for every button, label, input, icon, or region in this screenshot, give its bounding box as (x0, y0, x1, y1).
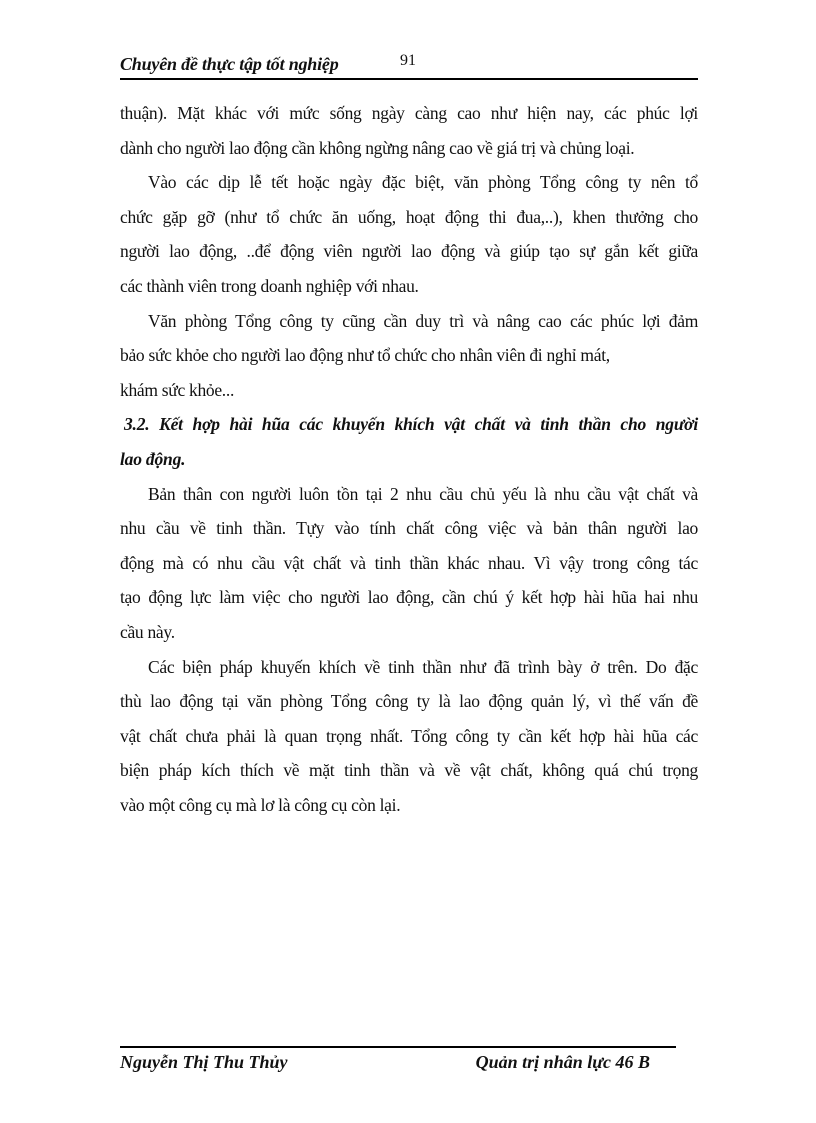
text-line: vào một công cụ mà lơ là công cụ còn lại. (120, 794, 401, 815)
paragraph-welfare (120, 304, 698, 408)
section-heading (120, 407, 698, 476)
text-line: chức gặp gỡ (như tổ chức ăn uống, hoạt động thi đua,..), khen thưởng cho (120, 206, 698, 227)
text-line: biện pháp kích thích về mặt tinh thần và về vật chất, không quá chú trọng (120, 760, 698, 781)
page-footer (120, 1046, 676, 1078)
paragraph-measures (120, 650, 698, 823)
paragraph-needs (120, 477, 698, 650)
text-line: khám sức khỏe... (120, 379, 235, 400)
text-line: nhu cầu về tinh thần. Tựy vào tính chất công việc và bản thân người lao (120, 518, 698, 539)
page-header (120, 50, 698, 80)
text-line: Các biện pháp khuyến khích về tinh thần như đã trình bày ở trên. Do đặc (148, 656, 698, 677)
text-line: vật chất chưa phải là quan trọng nhất. Tổng công ty cần kết hợp hài hũa các (120, 725, 698, 746)
text-line: người lao động, ..để động viên người lao động và giúp tạo sự gắn kết giữa (120, 241, 698, 262)
text-line: động mà có nhu cầu vật chất và tinh thần khác nhau. Vì vậy trong công tác (120, 552, 698, 573)
heading-line: 3.2. Kết hợp hài hũa các khuyến khích vật chất và tinh thần cho người (124, 414, 698, 435)
text-line: Văn phòng Tổng công ty cũng cần duy trì và nâng cao các phúc lợi đảm (148, 310, 698, 331)
paragraph-holidays (120, 165, 698, 303)
paragraph-continued (120, 96, 698, 165)
document-title: Chuyên đề thực tập tốt nghiệp (120, 54, 339, 74)
heading-line: lao động. (120, 448, 186, 469)
text-line: thù lao động tại văn phòng Tổng công ty là lao động quản lý, vì thế vấn đề (120, 691, 698, 712)
text-line: Vào các dịp lễ tết hoặc ngày đặc biệt, văn phòng Tổng công ty nên tổ (148, 172, 698, 193)
class-name: Quản trị nhân lực 46 B (475, 1052, 650, 1072)
text-line: dành cho người lao động cần không ngừng nâng cao về giá trị và chủng loại. (120, 137, 635, 158)
page-content (120, 96, 698, 822)
text-line: cầu này. (120, 621, 175, 642)
text-line: thuận). Mặt khác với mức sống ngày càng cao như hiện nay, các phúc lợi (120, 103, 698, 123)
text-line: các thành viên trong doanh nghiệp với nhau. (120, 275, 419, 296)
page-number: 91 (400, 52, 416, 69)
text-line: Bản thân con người luôn tồn tại 2 nhu cầu chủ yếu là nhu cầu vật chất và (148, 483, 698, 504)
text-line: bảo sức khỏe cho người lao động như tổ chức cho nhân viên đi nghỉ mát, (120, 345, 610, 366)
text-line: tạo động lực làm việc cho người lao động, cần chú ý kết hợp hài hũa hai nhu (120, 587, 698, 608)
author-name: Nguyễn Thị Thu Thủy (120, 1052, 288, 1072)
